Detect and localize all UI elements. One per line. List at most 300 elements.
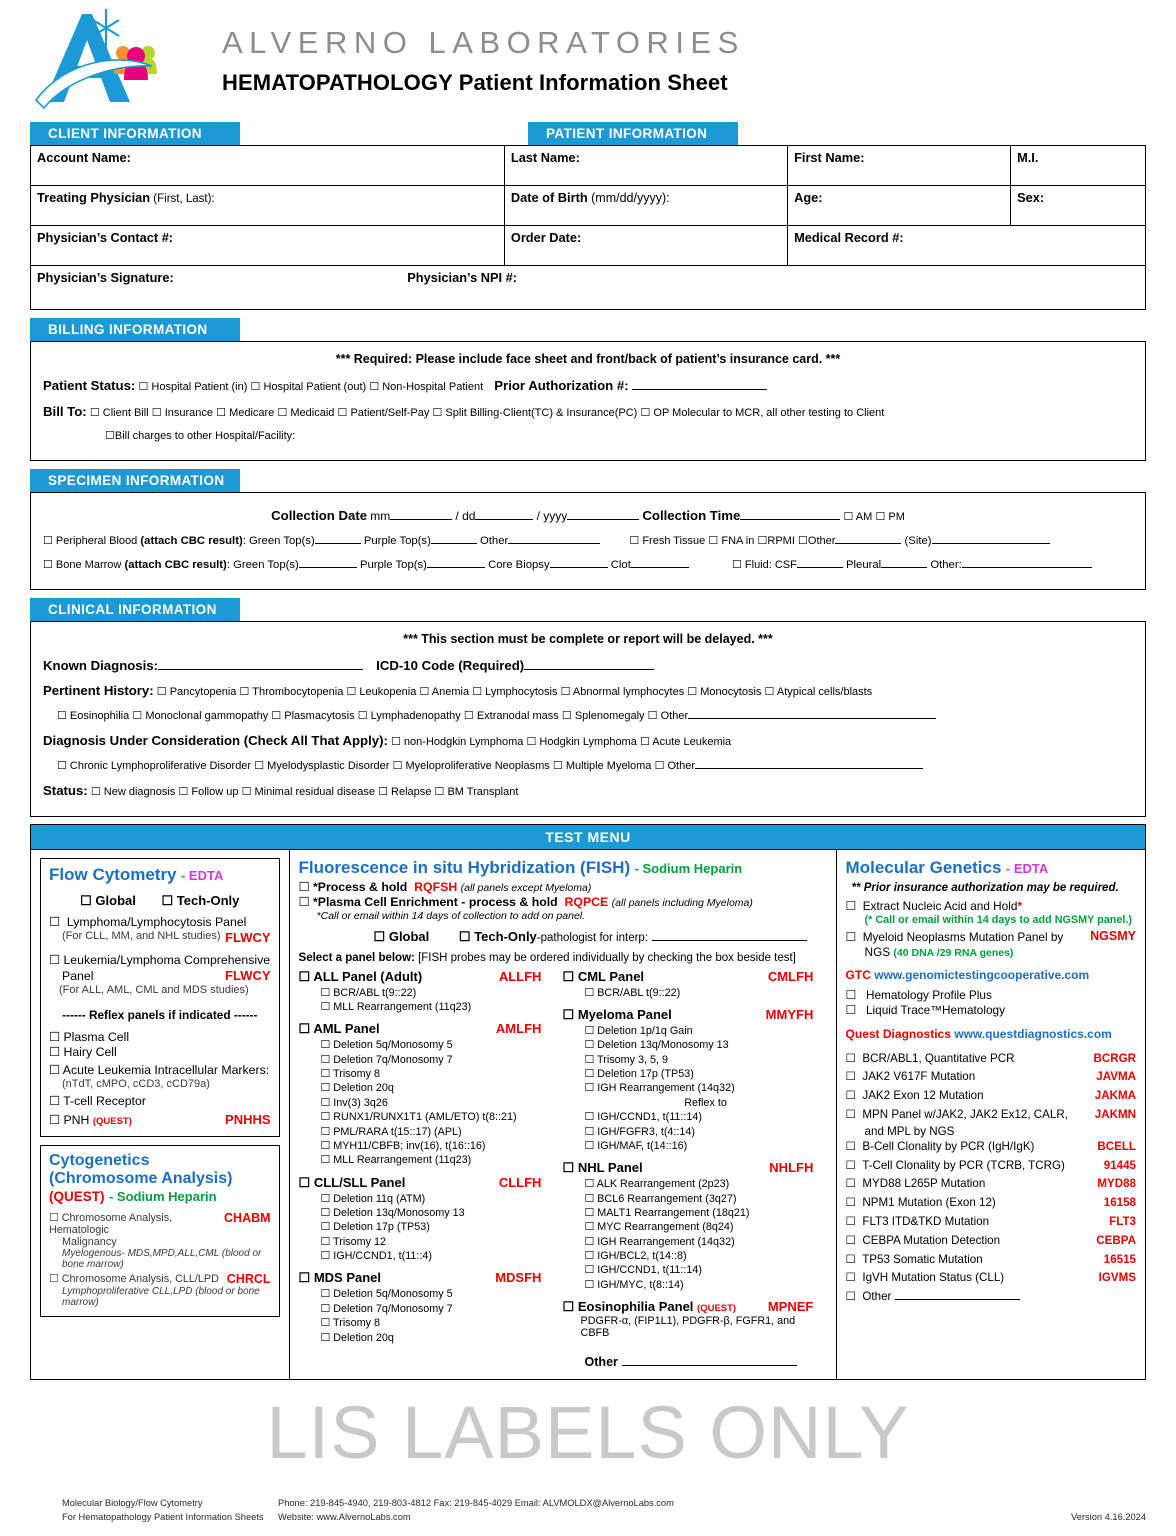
ph2-opt-2[interactable]: ☐ Plasmacytosis [271,709,355,722]
gtc-url[interactable]: www.genomictestingcooperative.com [874,967,1090,982]
yyyy-label: yyyy [543,508,568,523]
account-name-cell[interactable] [31,146,505,186]
ph2-opt-4[interactable]: ☐ Extranodal mass [463,709,559,722]
billto-opt-1[interactable]: ☐ Insurance [151,406,213,419]
list-item[interactable]: ☐ Myeloma Panel MMYFH [562,1007,814,1023]
dx-opt-1-label: Hodgkin Lymphoma [539,735,637,748]
list-item[interactable]: ☐ Lymphoma/Lymphocytosis Panel [49,914,247,929]
specimen-section [30,469,1146,590]
known-diagnosis-input[interactable] [158,658,363,670]
first-name-cell[interactable] [788,146,1011,186]
list-item[interactable]: ☐ Deletion 5q/Monosomy 5 [320,1288,453,1301]
fish-r1-probes [585,1024,827,1153]
fish-r1-rp0: IGH/CCND1, t(11::14) [597,1111,703,1124]
status-row [43,781,1133,801]
order-date-cell[interactable] [504,226,787,266]
flow-global-tech-row [49,893,271,909]
ph2-opt-2-label: Plasmacytosis [284,709,355,722]
fna-checkbox[interactable]: ☐ FNA in [708,534,755,547]
signature-npi-cell[interactable] [31,266,1146,310]
dob-label: Date of Birth [510,190,588,205]
ph-opt-2[interactable]: ☐ Leukopenia [346,686,417,698]
page-header [30,0,1146,122]
dx2-other-input[interactable] [695,757,923,769]
ph2-opt-1[interactable]: ☐ Monoclonal gammopathy [132,709,269,722]
clinical-section [30,598,1146,817]
q4-code: BCELL [1097,1139,1136,1153]
fish-r1-p0: Deletion 1p/1q Gain [597,1025,693,1038]
list-item[interactable]: ☐ Deletion 13q/Monosomy 13 [584,1039,729,1052]
dx2-opt-1-label: Myelodysplastic Disorder [267,759,390,772]
prior-auth-input[interactable] [632,378,767,390]
reflex-item-2-label: Acute Leukemia Intracellular Markers: [62,1062,270,1077]
ph-opt-3[interactable]: ☐ Anemia [419,686,470,698]
list-item[interactable]: ☐ TP53 Somatic Mutation 16515 [846,1251,1136,1270]
list-item[interactable]: ☐ Acute Leukemia Intracellular Markers: [49,1062,270,1077]
billto-opt-2[interactable]: ☐ Medicare [216,406,275,419]
fish-r2-p2: MALT1 Rearrangement (18q21) [597,1207,750,1219]
bone-marrow-row [43,556,1133,574]
gtc-label: GTC [845,967,871,982]
treating-physician-cell[interactable] [31,186,505,226]
list-item[interactable]: ☐ IGH/CCND1, t(11::14) [584,1111,703,1124]
list-item[interactable]: ☐ MYD88 L265P Mutation MYD88 [846,1175,1136,1194]
list-item[interactable]: ☐ NHL Panel NHLFH [562,1160,814,1176]
q3-code: JAKMN [1094,1108,1136,1122]
patient-information-label: PATIENT INFORMATION [528,122,738,145]
list-item[interactable]: ☐ Deletion 7q/Monosomy 7 [320,1302,453,1315]
patient-status-row [43,376,1133,396]
sex-label: Sex: [1017,190,1045,205]
list-item[interactable]: ☐ Trisomy 8 [320,1068,381,1081]
list-item[interactable]: ☐ CEBPA Mutation Detection CEBPA [846,1232,1136,1251]
client-information-label: CLIENT INFORMATION [30,122,240,145]
fish-r2-probes [585,1177,827,1292]
list-item[interactable]: ☐ Trisomy 8 [320,1317,381,1330]
dd-label: dd [462,508,476,523]
list-item[interactable]: ☐ Chromosome Analysis, CLL/LPD CHRCL [49,1272,271,1287]
dx2-opt-1[interactable]: ☐ Myelodysplastic Disorder [254,759,390,772]
specimen-other2-checkbox[interactable]: ☐Other [798,534,836,547]
list-item[interactable]: ☐ PNH (QUEST) PNHHS [49,1111,271,1127]
flow-item-1-label2: Panel [62,968,94,983]
flow-global-label: Global [95,892,136,908]
ph-opt-1[interactable]: ☐ Thrombocytopenia [239,686,344,698]
flow-global-checkbox[interactable]: ☐ Global [80,892,136,908]
list-item[interactable]: ☐ JAK2 V617F Mutation JAVMA [846,1068,1136,1087]
list-item[interactable]: ☐ MLL Rearrangement (11q23) [320,1154,472,1167]
test-menu-section [30,824,1146,1380]
collection-date-label: Collection Date [271,507,368,523]
page-title-rest: Patient Information Sheet [452,69,728,95]
q5-label: T-Cell Clonality by PCR (TCRB, TCRG) [862,1158,1065,1172]
dx2-opt-3-label: Multiple Myeloma [565,759,652,772]
billing-section [30,318,1146,461]
flow-item-1-code: FLWCY [225,967,271,983]
flow-tech-only-checkbox[interactable]: ☐ Tech-Only [161,892,240,908]
list-item[interactable]: ☐ BCR/ABL t(9::22) [584,986,681,999]
q9-code: CEBPA [1096,1233,1136,1247]
billto-opt-2-label: Medicare [229,406,275,419]
specimen-other2-input[interactable] [835,532,901,544]
ph-opt-5[interactable]: ☐ Abnormal lymphocytes [560,686,685,698]
reflex-item-4-quest: (QUEST) [92,1115,132,1127]
fish-other-input[interactable] [622,1354,797,1366]
list-item[interactable]: ☐ B-Cell Clonality by PCR (IgH/IgK) BCELL [846,1138,1136,1157]
pertinent-history-row1 [43,681,1133,701]
molecular-myeloid-code: NGSMY [1090,928,1136,943]
reflex-header: ------ Reflex panels if indicated ------ [62,1007,258,1022]
table-row [31,146,1146,186]
list-item[interactable]: ☐ FLT3 ITD&TKD Mutation FLT3 [846,1213,1136,1232]
list-item[interactable]: ☐ CML Panel CMLFH [562,968,814,984]
bone-marrow-checkbox[interactable]: ☐ Bone Marrow [43,558,122,571]
list-item[interactable]: ☐ IGH/MYC, t(8::14) [584,1278,684,1291]
list-item[interactable]: ☐ Liquid Trace™Hematology [845,1002,1005,1017]
list-item[interactable]: ☐ BCR/ABL t(9::22) [320,986,417,999]
fish-r0-p0: BCR/ABL t(9::22) [597,986,681,999]
list-item[interactable]: ☐ JAK2 Exon 12 Mutation JAKMA [846,1087,1136,1106]
ph-opt-6-label: Monocytosis [700,686,762,698]
fish-r3-code: MPNEF [767,1299,814,1315]
pb-green-input[interactable] [315,532,361,544]
clinical-information-label: CLINICAL INFORMATION [30,598,240,621]
list-item[interactable]: ☐ Trisomy 3, 5, 9 [584,1053,669,1066]
specimen-other2-label: Other [807,534,836,547]
fish-l3-code: MDSFH [495,1270,542,1286]
fish-l1-p6: PML/RARA t(15::17) (APL) [333,1125,462,1138]
fish-plasma-cell-row[interactable]: ☐ *Plasma Cell Enrichment - process & hold RQPCE (all panels including Myeloma) [298,894,753,909]
reflex-item-0-label: Plasma Cell [63,1029,130,1044]
list-item[interactable]: ☐ NPM1 Mutation (Exon 12) 16158 [846,1194,1136,1213]
fish-pathologist-input[interactable] [652,929,807,941]
list-item[interactable]: ☐ Deletion 1p/1q Gain [584,1025,693,1038]
ph-opt-7[interactable]: ☐ Atypical cells/blasts [764,686,873,698]
q0-label: BCR/ABL1, Quantitative PCR [862,1051,1015,1065]
list-item[interactable]: ☐ PML/RARA t(15::17) (APL) [320,1125,462,1138]
collection-time-input[interactable] [740,508,840,520]
fish-l1-p5: RUNX1/RUNX1T1 (AML/ETO) t(8::21) [333,1111,517,1124]
page-title [222,70,745,96]
dx-opt-1[interactable]: ☐ Hodgkin Lymphoma [526,735,637,748]
status-opt-0[interactable]: ☐ Hospital Patient (in) [138,381,248,393]
flow-tech-only-label: Tech-Only [176,892,240,908]
rpmi-label: RPMI [767,534,795,547]
fluid-csf-input[interactable] [797,556,843,568]
age-cell[interactable] [788,186,1011,226]
gtc-item-1: Liquid Trace™Hematology [865,1002,1005,1017]
list-item[interactable]: ☐ Other [846,1288,1136,1307]
fish-select-note: [FISH probes may be ordered individually by checking the box beside test] [418,951,796,964]
fish-global-checkbox[interactable]: ☐ Global [373,928,430,944]
pb-green-top-label: : Green Top(s) [242,534,315,547]
diagnosis-row1 [43,731,1133,751]
molecular-other-input[interactable] [895,1288,1020,1300]
billing-information-label: BILLING INFORMATION [30,318,240,341]
ph-opt-2-label: Leukopenia [359,686,417,698]
yyyy-input[interactable] [567,508,639,520]
list-item[interactable]: ☐ T-Cell Clonality by PCR (TCRB, TCRG) 91445 [846,1157,1136,1176]
physician-contact-cell[interactable] [31,226,505,266]
gtc-item-0: Hematology Profile Plus [865,987,992,1002]
bm-purple-input[interactable] [427,556,485,568]
list-item[interactable]: ☐ Deletion 5q/Monosomy 5 [320,1039,453,1052]
molecular-myeloid2-label: NGS [864,944,891,959]
list-item[interactable]: ☐ Extract Nucleic Acid and Hold* [845,898,1023,913]
list-item[interactable]: ☐ ALL Panel (Adult) ALLFH [298,968,542,984]
fish-r1-p2: Trisomy 3, 5, 9 [597,1053,669,1066]
st-opt-3[interactable]: ☐ Relapse [378,785,432,798]
fish-plasma-cell-code: RQPCE [564,894,609,909]
q3-label: MPN Panel w/JAK2, JAK2 Ex12, CALR, [862,1108,1068,1122]
dx-opt-0[interactable]: ☐ non-Hodgkin Lymphoma [391,735,524,748]
list-item[interactable]: ☐ MDS Panel MDSFH [298,1270,542,1286]
reflex-item-2-sub: (nTdT, cMPO, cCD3, cCD79a) [62,1077,210,1090]
list-item[interactable]: ☐ Plasma Cell [49,1029,130,1044]
fish-plasma-cell-note: (all panels including Myeloma) [611,896,753,909]
fish-l1-probes [321,1038,563,1167]
clot-input[interactable] [631,556,689,568]
known-diagnosis-row [43,656,1133,675]
list-item[interactable]: ☐ Leukemia/Lymphoma Comprehensive [49,952,271,967]
fish-l2-p2: Deletion 17p (TP53) [333,1221,430,1234]
fish-r2-p3: MYC Rearrangement (8q24) [597,1221,734,1234]
list-item[interactable]: ☐ Deletion 7q/Monosomy 7 [320,1053,453,1066]
flow-cytometry-tag: - EDTA [180,867,224,883]
collection-time-label: Collection Time [642,507,741,523]
pb-other-input[interactable] [508,532,600,544]
list-item[interactable]: ☐ AML Panel AMLFH [298,1021,542,1037]
list-item[interactable]: ☐ Inv(3) 3q26 [320,1096,388,1109]
list-item[interactable]: ☐ IGH Rearrangement (14q32) [584,1235,735,1248]
billto-opt-5-label: Split Billing-Client(TC) & Insurance(PC) [445,406,638,419]
fish-other-label: Other [584,1355,618,1370]
list-item[interactable]: ☐ MYC Rearrangement (8q24) [584,1221,734,1234]
last-name-cell[interactable] [504,146,787,186]
status-opt-0-label: Hospital Patient (in) [151,381,248,393]
ph2-opt-5[interactable]: ☐ Splenomegaly [561,709,645,722]
fish-panel-columns [299,969,827,1371]
peripheral-blood-checkbox[interactable]: ☐ Peripheral Blood [43,534,138,547]
table-row [31,266,1146,310]
q10-code: 16515 [1103,1252,1136,1266]
q4-label: B-Cell Clonality by PCR (IgH/IgK) [862,1139,1035,1153]
billto-opt-6[interactable]: ☐ OP Molecular to MCR, all other testing to Client [640,406,885,419]
status-opt-2-label: Non-Hospital Patient [382,381,484,393]
status-opt-2[interactable]: ☐ Non-Hospital Patient [369,381,484,393]
fna-label: FNA in [721,534,755,547]
list-item[interactable]: ☐ ALK Rearrangement (2p23) [584,1178,730,1191]
icd10-input[interactable] [524,658,654,670]
billing-panel [30,341,1146,461]
ph-opt-4[interactable]: ☐ Lymphocytosis [472,686,558,698]
sex-cell[interactable] [1011,186,1146,226]
st-opt-4[interactable]: ☐ BM Transplant [434,785,519,798]
ph-opt-0-label: Pancytopenia [169,686,237,698]
list-item[interactable]: ☐ MALT1 Rearrangement (18q21) [584,1207,750,1219]
quest-url[interactable]: www.questdiagnostics.com [954,1026,1112,1041]
list-item[interactable]: ☐ Deletion 17p (TP53) [584,1068,694,1081]
list-item[interactable]: ☐ T-cell Receptor [49,1093,146,1108]
fish-tech-only-checkbox[interactable]: ☐ Tech-Only-pathologist for interp: [458,928,649,944]
fresh-tissue-checkbox[interactable]: ☐ Fresh Tissue [629,534,706,547]
list-item[interactable]: ☐ IGH/FGFR3, t(4::14) [584,1125,696,1138]
dx2-opt-0[interactable]: ☐ Chronic Lymphoproliferative Disorder [57,759,252,772]
fish-r2-p4: IGH Rearrangement (14q32) [597,1235,735,1248]
list-item[interactable]: ☐ IGH/CCND1, t(11::4) [320,1250,433,1263]
dob-cell[interactable] [504,186,787,226]
list-item[interactable]: ☐ BCR/ABL1, Quantitative PCR BCRGR [846,1050,1136,1069]
list-item[interactable]: ☐ MPN Panel w/JAK2, JAK2 Ex12, CALR, JAKMN [846,1106,1136,1125]
fluid-csf-checkbox[interactable]: ☐ Fluid: CSF [731,558,797,571]
billto-opt-1-label: Insurance [164,406,213,419]
q1-label: JAK2 V617F Mutation [862,1070,976,1084]
specimen-other3-input[interactable] [962,556,1092,568]
list-item[interactable]: ☐ Eosinophilia Panel (QUEST) MPNEF [562,1299,814,1315]
list-item[interactable]: ☐ Myeloid Neoplasms Mutation Panel by NGSMY [845,928,1136,944]
medical-record-cell[interactable] [788,226,1146,266]
fish-r1-rp2: IGH/MAF, t(14::16) [597,1139,688,1152]
physician-contact-label: Physician’s Contact #: [37,230,174,245]
list-item[interactable]: ☐ IGH/BCL2, t(14::8) [584,1250,687,1263]
test-menu-header: TEST MENU [30,824,1146,849]
q11-code: IGVMS [1098,1271,1136,1285]
ph-opt-0[interactable]: ☐ Pancytopenia [156,686,237,698]
list-item[interactable]: ☐ MYH11/CBFB; inv(16), t(16::16) [320,1139,486,1152]
ph2-other-input[interactable] [688,707,936,719]
dx2-opt-2[interactable]: ☐ Myeloproliferative Neoplasms [392,759,550,772]
ph2-opt-3[interactable]: ☐ Lymphadenopathy [357,709,461,722]
bm-green-input[interactable] [299,556,357,568]
q2-label: JAK2 Exon 12 Mutation [862,1089,984,1103]
dx-opt-2[interactable]: ☐ Acute Leukemia [639,735,732,748]
list-item[interactable]: ☐ IGH/MAF, t(14::16) [584,1139,688,1152]
fish-r1-p1: Deletion 13q/Monosomy 13 [597,1039,729,1052]
peripheral-blood-label: Peripheral Blood [55,534,138,547]
list-item[interactable]: ☐ Deletion 20q [320,1331,394,1344]
q0-code: BCRGR [1093,1051,1136,1065]
list-item[interactable]: ☐ CLL/SLL Panel CLLFH [298,1174,542,1190]
st-opt-2[interactable]: ☐ Minimal residual disease [241,785,375,798]
client-patient-tabs [30,122,1146,145]
list-item[interactable]: ☐ Deletion 17p (TP53) [320,1221,430,1234]
fish-column [290,850,837,1379]
billto-opt-3-label: Medicaid [290,406,335,419]
quest-row [846,1027,1136,1041]
fish-process-hold-row[interactable]: ☐ *Process & hold RQFSH (all panels except Myeloma) [298,879,592,894]
fish-r0-name: CML Panel [577,968,645,984]
billto-opt-3[interactable]: ☐ Medicaid [277,406,335,419]
list-item[interactable]: ☐ Deletion 20q [320,1082,394,1095]
fish-l1-p0: Deletion 5q/Monosomy 5 [333,1039,453,1052]
list-item[interactable]: ☐ IGH Rearrangement (14q32) [584,1082,735,1095]
dx-opt-2-label: Acute Leukemia [652,735,732,748]
pb-purple-input[interactable] [431,532,477,544]
fish-title-b: Hybridization (FISH) [462,857,631,877]
cyto-item-0-code: CHABM [224,1211,271,1226]
fish-right-panels [563,969,827,1371]
q3-label2: and MPL by NGS [864,1124,955,1138]
mi-cell[interactable] [1011,146,1146,186]
bill-other-row[interactable]: ☐Bill charges to other Hospital/Facility: [105,429,296,442]
list-item[interactable]: ☐ Trisomy 12 [320,1235,387,1248]
billing-required-note: *** Required: Please include face sheet and front/back of patient’s insurance card. *** [335,352,841,366]
st-opt-1[interactable]: ☐ Follow up [178,785,239,798]
q9-label: CEBPA Mutation Detection [862,1233,1001,1247]
billto-opt-0[interactable]: ☐ Client Bill [89,406,149,419]
q8-label: FLT3 ITD&TKD Mutation [862,1214,990,1228]
site-input[interactable] [932,532,1050,544]
list-item[interactable]: ☐ MLL Rearrangement (11q23) [320,1001,472,1014]
status-opt-1[interactable]: ☐ Hospital Patient (out) [250,381,367,393]
list-item[interactable]: ☐ BCL6 Rearrangement (3q27) [584,1192,737,1205]
list-item[interactable]: ☐ RUNX1/RUNX1T1 (AML/ETO) t(8::21) [320,1111,517,1124]
pertinent-history-row2 [57,707,1133,725]
reflex-item-4-label: PNH [63,1112,90,1127]
cytogenetics-title-2: (Chromosome Analysis) [49,1170,233,1188]
core-biopsy-input[interactable] [550,556,608,568]
ph2-opt-0[interactable]: ☐ Eosinophilia [57,709,130,722]
dob-hint: (mm/dd/yyyy): [587,191,670,205]
ph2-opt-6[interactable]: ☐ Other [647,709,689,722]
specimen-information-label: SPECIMEN INFORMATION [30,469,240,492]
age-label: Age: [794,190,823,205]
ph-opt-6[interactable]: ☐ Monocytosis [687,686,762,698]
q2-code: JAKMA [1094,1089,1136,1103]
mm-input[interactable] [390,508,452,520]
cytogenetics-title-1: Cytogenetics [49,1151,150,1169]
q6-label: MYD88 L265P Mutation [862,1177,986,1191]
fish-l0-p0: BCR/ABL t(9::22) [333,986,417,999]
pm-checkbox[interactable]: ☐ PM [875,510,905,523]
rpmi-checkbox[interactable]: ☐RPMI [757,534,795,547]
fish-l1-p7: MYH11/CBFB; inv(16), t(16::16) [333,1139,486,1152]
billto-opt-4[interactable]: ☐ Patient/Self-Pay [337,406,430,419]
list-item[interactable]: ☐ Deletion 11q (ATM) [320,1192,426,1205]
list-item[interactable]: ☐ Chromosome Analysis, Hematologic CHABM [49,1211,271,1237]
list-item[interactable]: ☐ Deletion 13q/Monosomy 13 [320,1207,465,1219]
fish-tech-only-rest: -pathologist for interp: [536,931,649,944]
molecular-title: Molecular Genetics [845,857,1002,877]
pleural-input[interactable] [881,556,927,568]
footer-dept [30,1497,278,1524]
fish-l1-p4: Inv(3) 3q26 [333,1096,388,1109]
fish-l0-probes [321,986,563,1015]
dx2-opt-4[interactable]: ☐ Other [654,759,695,772]
quest-label: Quest Diagnostics [845,1026,951,1041]
q1-code: JAVMA [1096,1070,1136,1084]
list-item[interactable]: ☐ IGH/CCND1, t(11::14) [584,1264,703,1277]
bm-purple-label: Purple Top(s) [359,558,427,571]
billto-opt-5[interactable]: ☐ Split Billing-Client(TC) & Insurance(PC) [432,406,638,419]
mm-label: mm [370,508,391,523]
fish-process-hold-code: RQFSH [414,879,458,894]
bm-green-label: : Green Top(s) [226,558,299,571]
last-name-label: Last Name: [510,150,580,165]
st-opt-0[interactable]: ☐ New diagnosis [90,785,176,798]
list-item[interactable]: ☐ Hematology Profile Plus [845,987,992,1002]
am-checkbox[interactable]: ☐ AM [843,510,873,523]
dd-input[interactable] [475,508,533,520]
bill-to-row [43,402,1133,422]
flow-item-0-sub: (For CLL, MM, and NHL studies) [62,929,221,942]
list-item[interactable]: ☐ IgVH Mutation Status (CLL) IGVMS [846,1269,1136,1288]
fish-l1-p2: Trisomy 8 [333,1068,381,1081]
reflex-item-4-code: PNHHS [225,1111,271,1127]
dx2-opt-3[interactable]: ☐ Multiple Myeloma [552,759,652,772]
physician-signature-label: Physician’s Signature: [37,270,174,285]
list-item[interactable]: ☐ Hairy Cell [49,1044,117,1059]
